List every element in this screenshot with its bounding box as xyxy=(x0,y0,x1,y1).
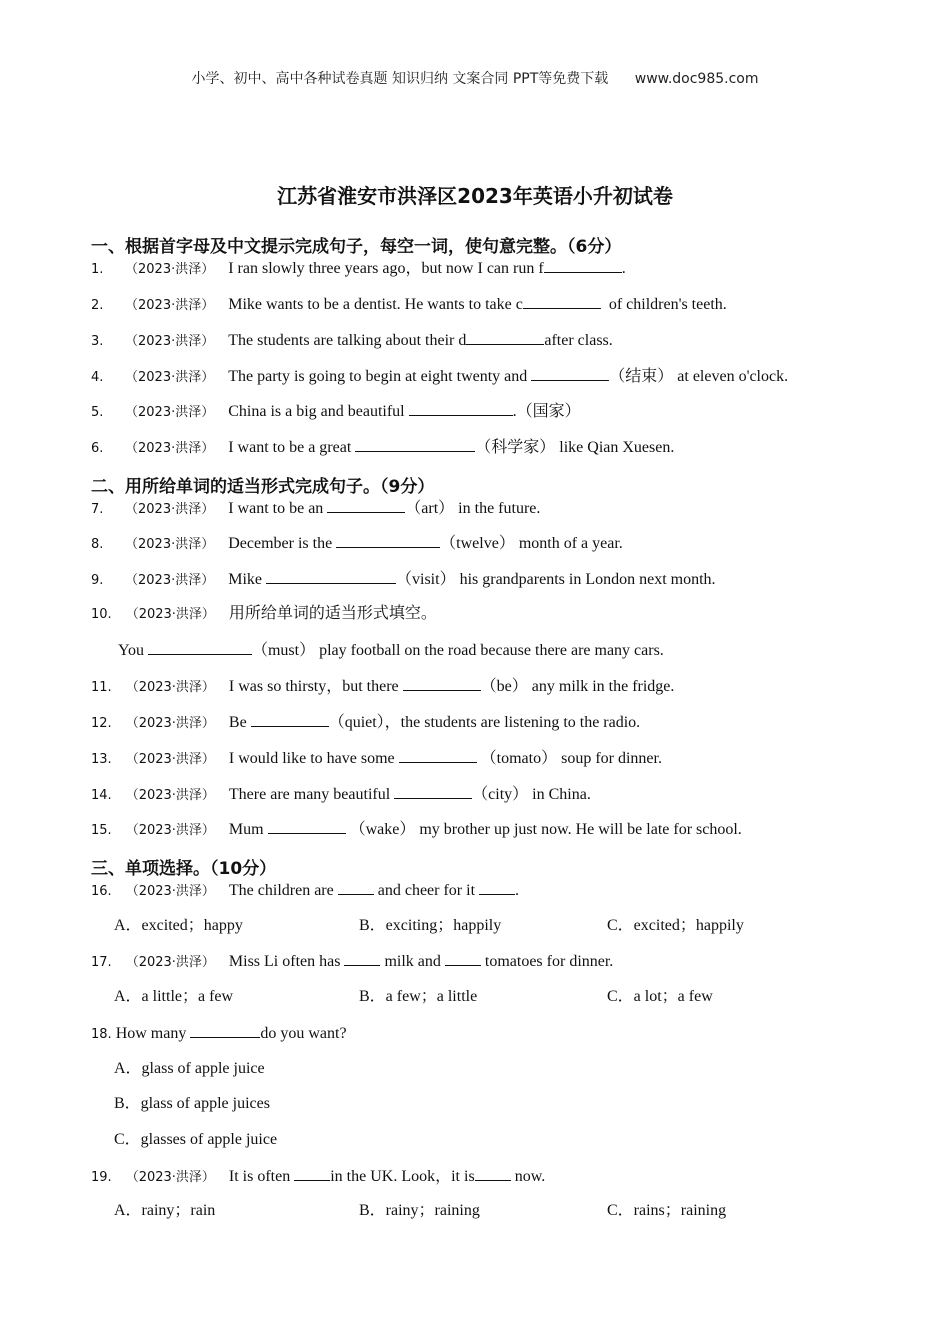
answer-blank[interactable] xyxy=(251,712,329,727)
answer-blank[interactable] xyxy=(148,640,252,655)
question-12 xyxy=(91,712,640,734)
question-number: 11. xyxy=(91,680,112,695)
question-11 xyxy=(91,676,674,698)
answer-blank[interactable] xyxy=(327,498,405,513)
question-13 xyxy=(91,748,662,770)
question-text-mid: and cheer for it xyxy=(377,882,476,899)
question-text-end: after class. xyxy=(544,332,613,349)
question-text: I would like to have some xyxy=(228,750,395,767)
section-3-heading: 三、单项选择。（10分） xyxy=(91,859,277,879)
option-c[interactable]: C．excited；happily xyxy=(607,917,744,934)
question-text-end: （city） in China. xyxy=(472,786,591,803)
answer-blank[interactable] xyxy=(409,401,513,416)
answer-blank[interactable] xyxy=(344,951,380,966)
question-source: （2023·洪泽） xyxy=(125,607,215,622)
question-source: （2023·洪泽） xyxy=(125,955,215,970)
exam-title: 江苏省淮安市洪泽区2023年英语小升初试卷 xyxy=(277,184,673,208)
question-text: December is the xyxy=(228,535,333,552)
question-source: （2023·洪泽） xyxy=(125,823,215,838)
question-number: 7. xyxy=(91,502,104,517)
question-text: It is often xyxy=(228,1168,291,1185)
answer-blank[interactable] xyxy=(445,951,481,966)
question-4 xyxy=(91,366,788,388)
question-text: The party is going to begin at eight twenty and xyxy=(228,368,528,385)
question-text-end: （twelve） month of a year. xyxy=(440,535,623,552)
answer-blank[interactable] xyxy=(338,880,374,895)
question-text-end: （quiet），the students are listening to the radio. xyxy=(328,714,641,731)
question-17 xyxy=(91,951,613,973)
question-text: Miss Li often has xyxy=(228,953,341,970)
question-text-end: now. xyxy=(514,1168,546,1185)
option-c[interactable]: C．rains；raining xyxy=(607,1202,727,1219)
question-2 xyxy=(91,294,727,316)
question-text: I want to be a great xyxy=(228,439,352,456)
question-source: （2023·洪泽） xyxy=(125,298,215,313)
question-text: You xyxy=(118,642,144,659)
question-text-end: do you want? xyxy=(260,1025,347,1042)
option-b[interactable]: B．glass of apple juices xyxy=(114,1095,270,1112)
question-text-end: （must） play football on the road because there are many cars. xyxy=(251,642,664,659)
answer-blank[interactable] xyxy=(531,366,609,381)
question-source: （2023·洪泽） xyxy=(125,573,215,588)
question-19 xyxy=(91,1166,545,1188)
question-number: 3. xyxy=(91,334,104,349)
question-text-mid: milk and xyxy=(384,953,441,970)
option-c[interactable]: C．a lot；a few xyxy=(607,988,713,1005)
question-source: （2023·洪泽） xyxy=(125,716,215,731)
question-number: 1. xyxy=(91,262,104,277)
answer-blank[interactable] xyxy=(403,676,481,691)
question-source: （2023·洪泽） xyxy=(125,441,215,456)
answer-blank[interactable] xyxy=(399,748,477,763)
option-c[interactable]: C．glasses of apple juice xyxy=(114,1131,278,1148)
question-source: （2023·洪泽） xyxy=(125,884,215,899)
header-site[interactable]: www.doc985.com xyxy=(634,71,759,87)
question-number: 17. xyxy=(91,955,112,970)
question-16 xyxy=(91,880,519,902)
question-text-end: . xyxy=(621,260,626,277)
question-3 xyxy=(91,330,613,352)
question-number: 5. xyxy=(91,405,104,420)
question-8 xyxy=(91,533,623,555)
question-number: 13. xyxy=(91,752,112,767)
question-number: 2. xyxy=(91,298,104,313)
question-10 xyxy=(91,604,437,625)
question-source: （2023·洪泽） xyxy=(125,262,215,277)
question-source: （2023·洪泽） xyxy=(125,334,215,349)
question-source: （2023·洪泽） xyxy=(125,1170,215,1185)
question-text: I want to be an xyxy=(228,500,324,517)
question-9 xyxy=(91,569,716,591)
question-number: 16. xyxy=(91,884,112,899)
question-number: 10. xyxy=(91,607,112,622)
question-text-end: （wake） my brother up just now. He will be late for school. xyxy=(349,821,742,838)
answer-blank[interactable] xyxy=(190,1023,260,1038)
header-text: 小学、初中、高中各种试卷真题 知识归纳 文案合同 PPT等免费下载 xyxy=(191,71,609,87)
question-text-end: of children's teeth. xyxy=(608,296,727,313)
question-text: Mum xyxy=(228,821,264,838)
answer-blank[interactable] xyxy=(266,569,396,584)
question-source: （2023·洪泽） xyxy=(125,502,215,517)
question-18 xyxy=(91,1023,347,1045)
question-text: How many xyxy=(115,1025,187,1042)
option-a[interactable]: A．glass of apple juice xyxy=(114,1060,265,1077)
question-text: Mike xyxy=(228,571,262,588)
question-text-end: （科学家） like Qian Xuesen. xyxy=(475,439,675,456)
question-text: 用所给单词的适当形式填空。 xyxy=(228,605,437,622)
question-text: China is a big and beautiful xyxy=(228,403,405,420)
question-number: 14. xyxy=(91,788,112,803)
question-source: （2023·洪泽） xyxy=(125,537,215,552)
question-text: I was so thirsty，but there xyxy=(228,678,399,695)
answer-blank[interactable] xyxy=(479,880,515,895)
question-15 xyxy=(91,819,742,841)
question-number: 15. xyxy=(91,823,112,838)
question-text: I ran slowly three years ago，but now I can run f xyxy=(228,260,544,277)
answer-blank[interactable] xyxy=(475,1166,511,1181)
question-1 xyxy=(91,258,626,280)
option-b[interactable]: B．rainy；raining xyxy=(359,1202,480,1219)
question-number: 8. xyxy=(91,537,104,552)
question-7 xyxy=(91,498,540,520)
question-text: Mike wants to be a dentist. He wants to take c xyxy=(228,296,523,313)
question-source: （2023·洪泽） xyxy=(125,370,215,385)
answer-blank[interactable] xyxy=(294,1166,330,1181)
question-source: （2023·洪泽） xyxy=(125,752,215,767)
section-2-heading: 二、用所给单词的适当形式完成句子。（9分） xyxy=(91,477,435,497)
answer-blank[interactable] xyxy=(523,294,601,309)
question-number: 12. xyxy=(91,716,112,731)
question-10-sentence xyxy=(118,640,664,661)
question-number: 9. xyxy=(91,573,104,588)
question-text-mid: in the UK. Look，it is xyxy=(330,1168,475,1185)
option-a[interactable]: A．a little；a few xyxy=(114,988,234,1005)
answer-blank[interactable] xyxy=(355,437,475,452)
question-source: （2023·洪泽） xyxy=(125,788,215,803)
option-a[interactable]: A．rainy；rain xyxy=(114,1202,216,1219)
question-number: 6. xyxy=(91,441,104,456)
question-number: 4. xyxy=(91,370,104,385)
option-b[interactable]: B．exciting；happily xyxy=(359,917,502,934)
question-text-end: （visit） his grandparents in London next month. xyxy=(396,571,716,588)
question-text-end: .（国家） xyxy=(512,403,581,420)
answer-blank[interactable] xyxy=(268,819,346,834)
question-text-end: （tomato） soup for dinner. xyxy=(480,750,662,767)
question-text: The students are talking about their d xyxy=(228,332,467,349)
page-header xyxy=(0,68,950,88)
question-5 xyxy=(91,401,581,423)
option-b[interactable]: B．a few；a little xyxy=(359,988,478,1005)
question-text: The children are xyxy=(228,882,334,899)
option-a[interactable]: A．excited；happy xyxy=(114,917,243,934)
question-text: There are many beautiful xyxy=(228,786,391,803)
answer-blank[interactable] xyxy=(466,330,544,345)
answer-blank[interactable] xyxy=(394,784,472,799)
question-number: 19. xyxy=(91,1170,112,1185)
question-text-end: （结束） at eleven o'clock. xyxy=(609,368,789,385)
question-6 xyxy=(91,437,674,459)
answer-blank[interactable] xyxy=(544,258,622,273)
question-source: （2023·洪泽） xyxy=(125,405,215,420)
section-1-heading: 一、根据首字母及中文提示完成句子，每空一词，使句意完整。（6分） xyxy=(91,237,622,257)
question-text-end: （art） in the future. xyxy=(405,500,541,517)
question-source: （2023·洪泽） xyxy=(125,680,215,695)
question-number: 18. xyxy=(91,1027,112,1042)
question-text-end: （be） any milk in the fridge. xyxy=(480,678,675,695)
question-text-end: tomatoes for dinner. xyxy=(484,953,614,970)
question-14 xyxy=(91,784,591,806)
question-text: Be xyxy=(228,714,247,731)
question-text-end: . xyxy=(515,882,520,899)
answer-blank[interactable] xyxy=(336,533,440,548)
